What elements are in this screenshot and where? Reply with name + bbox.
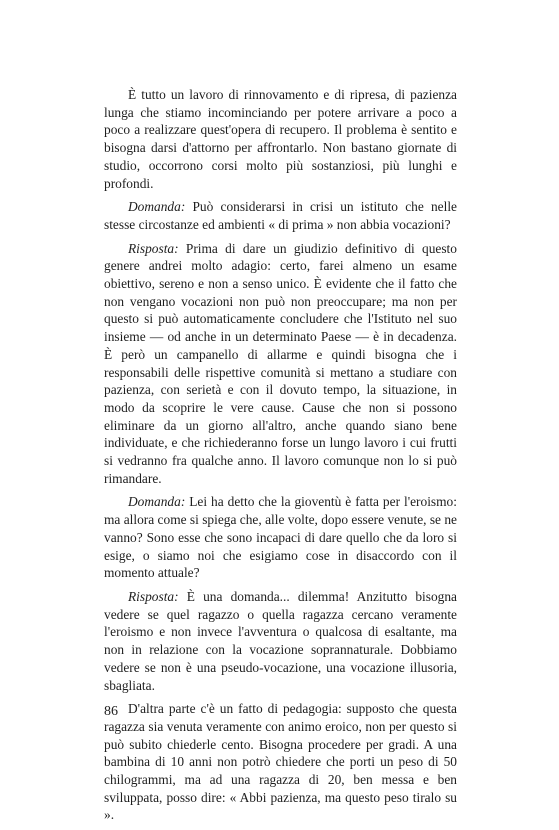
question-label: Domanda:: [128, 199, 186, 215]
paragraph-text: È tutto un lavoro di rinnovamento e di ripresa, di pazienza lunga che stiamo incominciando per potere arrivare a poco a poco a realizzare quest'opera di recupero. Il problema è sentito e bisogna darsi d'attorno per affrontarlo. Non bastano giornate di studio, occorrono corsi molto più sostanziosi, più lunghi e profondi.: [104, 87, 457, 191]
answer-label: Risposta:: [128, 588, 179, 604]
question-label: Domanda:: [128, 494, 186, 510]
paragraph-question-2: [104, 493, 457, 582]
paragraph-question-1: [104, 198, 457, 233]
paragraph-text: Può considerarsi in crisi un istituto che nelle stesse circostanze ed ambienti « di prima » non abbia vocazioni?: [104, 199, 457, 232]
answer-label: Risposta:: [128, 240, 179, 256]
paragraph-text: Prima di dare un giudizio definitivo di questo genere andrei molto adagio: certo, farei almeno un esame obiettivo, sereno e non a senso unico. È evidente che il fatto che non vengano vocazioni non può non preoccupare; ma non per questo si può automaticamente concludere che l'Istituto nel suo insieme — od anche in un determinato Paese — è in decadenza. È però un campanello di allarme e quindi bisogna che i responsabili delle rispettive comunità si mettano a studiare con pazienza, con serietà e con il dovuto tempo, la situazione, in modo da scoprire le vere cause. Cause che non si possono eliminare da un giorno all'altro, anche quando siano bene individuate, e che richiederanno forse un lungo lavoro i cui frutti si vedranno fra qualche anno. Il lavoro comunque non lo si può rimandare.: [104, 240, 457, 486]
paragraph-answer-2: [104, 588, 457, 694]
paragraph-pedagogy: [104, 700, 457, 824]
page-body: [104, 86, 457, 830]
paragraph-text: D'altra parte c'è un fatto di pedagogia: supposto che questa ragazza sia venuta veramente con animo eroico, non per questo si può subito chiederle cento. Bisogna procedere per gradi. A una bambina di 10 anni non potrò chiedere che porti un peso di 50 chilogrammi, ma ad una ragazza di 20, ben messa e ben sviluppata, posso dire: « Abbi pazienza, ma questo peso tiralo su ».: [104, 701, 457, 823]
paragraph-text: È una domanda... dilemma! Anzitutto bisogna vedere se quel ragazzo o quella ragazza cercano veramente l'eroismo e non invece l'avventura o qualcosa di esaltante, ma non in relazione con la vocazione soprannaturale. Dobbiamo vedere se non è una pseudo-vocazione, una vocazione illusoria, sbagliata.: [104, 588, 457, 693]
paragraph-intro: [104, 86, 457, 192]
page-number: 86: [104, 704, 118, 719]
paragraph-answer-1: [104, 240, 457, 488]
paragraph-text: Lei ha detto che la gioventù è fatta per l'eroismo: ma allora come si spiega che, alle volte, dopo essere venute, se ne vanno? Sono esse che sono incapaci di dare quello che da loro si esige, o siamo noi che esigiamo cose in disaccordo con il momento attuale?: [104, 494, 457, 581]
